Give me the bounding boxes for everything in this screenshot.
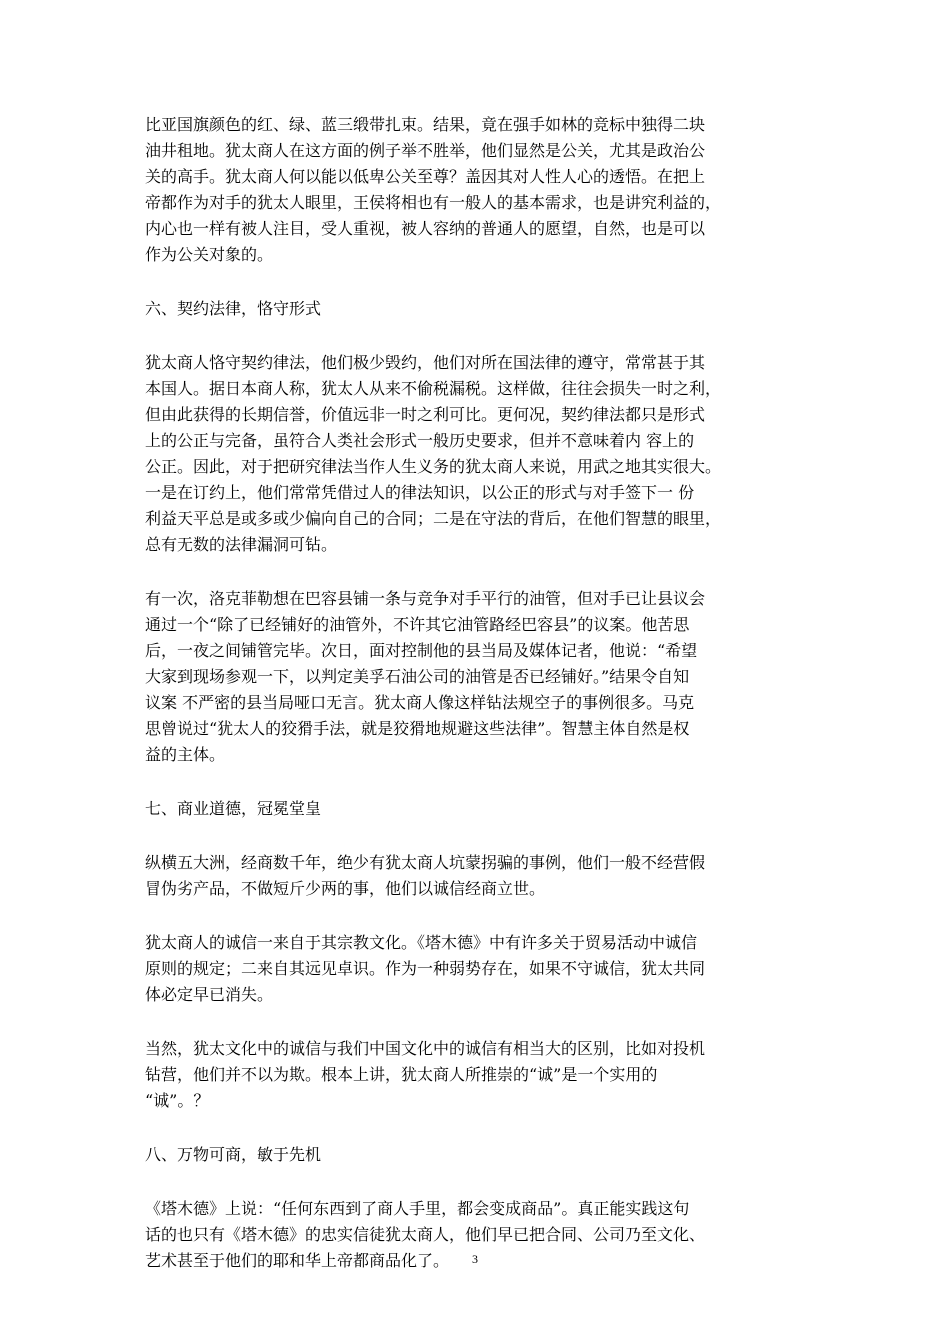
text-line: 比亚国旗颜色的红、绿、蓝三缎带扎束。结果，竟在强手如林的竞标中独得二块: [145, 115, 706, 134]
text-line: 原则的规定；二来自其远见卓识。作为一种弱势存在，如果不守诚信，犹太共同: [145, 959, 706, 978]
text-line: 犹太商人恪守契约律法，他们极少毁约，他们对所在国法律的遵守，常常甚于其: [145, 353, 706, 372]
text-line: 关的高手。犹太商人何以能以低卑公关至尊？盖因其对人性人心的透悟。在把上: [145, 167, 706, 186]
text-line: 有一次，洛克菲勒想在巴容县铺一条与竞争对手平行的油管，但对手已让县议会: [145, 589, 706, 608]
section-heading: [145, 296, 809, 322]
text-line: 利益天平总是或多或少偏向自己的合同；二是在守法的背后，在他们智慧的眼里，: [145, 509, 722, 528]
text-line: “诚”。？: [145, 1091, 210, 1110]
text-line: 内心也一样有被人注目，受人重视，被人容纳的普通人的愿望，自然，也是可以: [145, 219, 706, 238]
section-heading: [145, 1142, 809, 1168]
text-line: 上的公正与完备，虽符合人类社会形式一般历史要求，但并不意味着内 容上的: [145, 431, 695, 450]
text-line: 大家到现场参观一下，以判定美孚石油公司的油管是否已经铺好。”结果令自知: [145, 667, 690, 686]
text-line: 当然，犹太文化中的诚信与我们中国文化中的诚信有相当大的区别，比如对投机: [145, 1039, 706, 1058]
text-line: 六、契约法律，恪守形式: [145, 299, 322, 318]
text-line: 八、万物可商，敏于先机: [145, 1145, 322, 1164]
text-line: 后，一夜之间铺管完毕。次日，面对控制他的县当局及媒体记者，他说：“希望: [145, 641, 698, 660]
text-line: 作为公关对象的。: [145, 245, 274, 264]
text-line: 一是在订约上，他们常常凭借过人的律法知识，以公正的形式与对手签下一 份: [145, 483, 695, 502]
document-body: [145, 112, 809, 1302]
text-line: 总有无数的法律漏洞可钻。: [145, 535, 338, 554]
text-line: 公正。因此，对于把研究律法当作人生义务的犹太商人来说，用武之地其实很大。: [145, 457, 722, 476]
text-line: 但由此获得的长期信誉，价值远非一时之利可比。更何况，契约律法都只是形式: [145, 405, 706, 424]
page-number: 3: [472, 1252, 478, 1266]
paragraph: [145, 350, 809, 558]
paragraph: [145, 850, 809, 902]
section-heading: [145, 796, 809, 822]
text-line: 钻营，他们并不以为欺。根本上讲，犹太商人所推崇的“诚”是一个实用的: [145, 1065, 658, 1084]
paragraph: [145, 586, 809, 768]
text-line: 《塔木德》上说：“任何东西到了商人手里，都会变成商品”。真正能实践这句: [145, 1199, 690, 1218]
paragraph: [145, 930, 809, 1008]
text-line: 本国人。据日本商人称，犹太人从来不偷税漏税。这样做，往往会损失一时之利，: [145, 379, 722, 398]
text-line: 益的主体。: [145, 745, 226, 764]
text-line: 通过一个“除了已经铺好的油管外，不许其它油管路经巴容县”的议案。他苦思: [145, 615, 690, 634]
text-line: 话的也只有《塔木德》的忠实信徒犹太商人，他们早已把合同、公司乃至文化、: [145, 1225, 706, 1244]
paragraph: [145, 1036, 809, 1114]
text-line: 犹太商人的诚信一来自于其宗教文化。《塔木德》中有许多关于贸易活动中诚信: [145, 933, 698, 952]
text-line: 体必定早已消失。: [145, 985, 274, 1004]
text-line: 冒伪劣产品，不做短斤少两的事，他们以诚信经商立世。: [145, 879, 546, 898]
text-line: 七、商业道德，冠冕堂皇: [145, 799, 322, 818]
text-line: 帝都作为对手的犹太人眼里，王侯将相也有一般人的基本需求，也是讲究利益的，: [145, 193, 722, 212]
text-line: 议案 不严密的县当局哑口无言。犹太商人像这样钻法规空子的事例很多。马克: [145, 693, 695, 712]
paragraph: [145, 112, 809, 268]
text-line: 艺术甚至于他们的耶和华上帝都商品化了。: [145, 1251, 450, 1270]
text-line: 油井租地。犹太商人在这方面的例子举不胜举，他们显然是公关，尤其是政治公: [145, 141, 706, 160]
text-line: 思曾说过“犹太人的狡猾手法，就是狡猾地规避这些法律”。智慧主体自然是权: [145, 719, 690, 738]
text-line: 纵横五大洲，经商数千年，绝少有犹太商人坑蒙拐骗的事例，他们一般不经营假: [145, 853, 706, 872]
